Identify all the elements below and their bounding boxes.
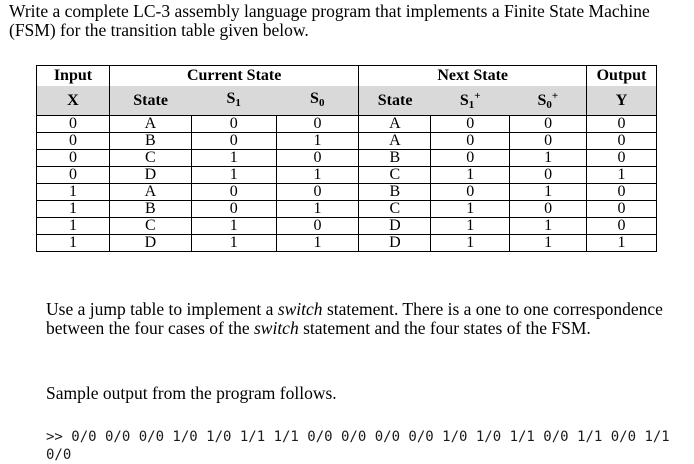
- table-cell: 1: [276, 167, 359, 184]
- table-cell: 0: [191, 133, 276, 150]
- table-cell: 1: [191, 167, 276, 184]
- table-cell: 1: [586, 167, 656, 184]
- paragraph-text: statement. There is a one to one correspondence between the four cases of the: [46, 299, 663, 338]
- table-cell: 1: [191, 150, 276, 167]
- col-header-s1-plus: S1+: [431, 86, 510, 116]
- table-row: [37, 167, 657, 184]
- table-row: [37, 235, 657, 252]
- col-header-s0-plus: S0+: [510, 86, 587, 116]
- col-header-state: State: [109, 86, 191, 116]
- table-cell: C: [109, 150, 191, 167]
- table-cell: 1: [431, 235, 510, 252]
- table-cell: 0: [37, 116, 110, 133]
- col-header-s0: S0: [276, 86, 359, 116]
- transition-table: [36, 65, 657, 252]
- table-cell: 1: [510, 218, 587, 235]
- current-state-group-header: Current State: [109, 66, 359, 87]
- jump-table-paragraph: [46, 300, 676, 338]
- table-cell: A: [359, 133, 431, 150]
- paragraph-text: statement and the four states of the FSM.: [298, 318, 591, 338]
- table-cell: 1: [431, 201, 510, 218]
- table-cell: A: [359, 116, 431, 133]
- table-cell: 1: [276, 201, 359, 218]
- table-cell: B: [109, 201, 191, 218]
- table-cell: 0: [431, 116, 510, 133]
- table-cell: 1: [431, 167, 510, 184]
- table-cell: 0: [191, 116, 276, 133]
- table-cell: A: [109, 184, 191, 201]
- table-row: [37, 201, 657, 218]
- table-cell: D: [109, 235, 191, 252]
- output-group-header: Output: [586, 66, 656, 87]
- col-header-y: Y: [586, 86, 656, 116]
- table-cell: 1: [276, 235, 359, 252]
- table-cell: 1: [276, 133, 359, 150]
- column-header-row: [37, 86, 657, 116]
- table-cell: 0: [37, 150, 110, 167]
- table-cell: 0: [510, 133, 587, 150]
- table-cell: 0: [510, 167, 587, 184]
- table-cell: 0: [510, 116, 587, 133]
- table-cell: B: [359, 150, 431, 167]
- table-cell: 0: [586, 150, 656, 167]
- table-cell: 1: [431, 218, 510, 235]
- table-cell: B: [359, 184, 431, 201]
- table-cell: 1: [510, 150, 587, 167]
- table-cell: 0: [586, 116, 656, 133]
- table-row: [37, 116, 657, 133]
- table-cell: C: [109, 218, 191, 235]
- table-row: [37, 218, 657, 235]
- problem-intro: Write a complete LC-3 assembly language program that implements a Finite State Machine (FSM) for the transition table given below.: [9, 1, 650, 40]
- table-cell: 0: [276, 218, 359, 235]
- table-cell: 0: [37, 167, 110, 184]
- table-cell: 1: [37, 218, 110, 235]
- table-cell: 0: [510, 201, 587, 218]
- table-cell: 0: [37, 133, 110, 150]
- table-cell: 1: [191, 218, 276, 235]
- table-cell: 0: [431, 184, 510, 201]
- table-cell: 0: [586, 133, 656, 150]
- table-cell: 0: [586, 184, 656, 201]
- table-cell: 0: [586, 218, 656, 235]
- switch-keyword: switch: [277, 299, 323, 319]
- table-row: [37, 150, 657, 167]
- group-header-row: [37, 66, 657, 87]
- sample-output-heading: Sample output from the program follows.: [46, 383, 337, 403]
- table-cell: 0: [191, 201, 276, 218]
- table-cell: 1: [510, 235, 587, 252]
- table-cell: 0: [431, 150, 510, 167]
- table-cell: D: [359, 218, 431, 235]
- next-state-group-header: Next State: [359, 66, 587, 87]
- table-cell: 0: [191, 184, 276, 201]
- table-cell: 1: [37, 235, 110, 252]
- table-row: [37, 184, 657, 201]
- col-header-x: X: [37, 86, 110, 116]
- table-cell: A: [109, 116, 191, 133]
- table-cell: B: [109, 133, 191, 150]
- table-cell: 0: [431, 133, 510, 150]
- table-cell: 0: [276, 116, 359, 133]
- table-cell: 0: [276, 184, 359, 201]
- sample-output-code: >> 0/0 0/0 0/0 1/0 1/0 1/1 1/1 0/0 0/0 0/0 0/0 1/0 1/0 1/1 0/0 1/1 0/0 1/1 0/0: [46, 429, 679, 463]
- table-cell: C: [359, 201, 431, 218]
- table-cell: 0: [586, 201, 656, 218]
- paragraph-text: Use a jump table to implement a: [46, 299, 278, 319]
- table-cell: C: [359, 167, 431, 184]
- input-group-header: Input: [37, 66, 110, 87]
- table-cell: D: [109, 167, 191, 184]
- col-header-s1: S1: [191, 86, 276, 116]
- table-cell: 1: [586, 235, 656, 252]
- table-cell: 1: [37, 184, 110, 201]
- table-cell: 1: [37, 201, 110, 218]
- switch-keyword: switch: [253, 318, 299, 338]
- table-cell: D: [359, 235, 431, 252]
- table-cell: 1: [510, 184, 587, 201]
- col-header-next-state: State: [359, 86, 431, 116]
- table-row: [37, 133, 657, 150]
- table-cell: 0: [276, 150, 359, 167]
- table-cell: 1: [191, 235, 276, 252]
